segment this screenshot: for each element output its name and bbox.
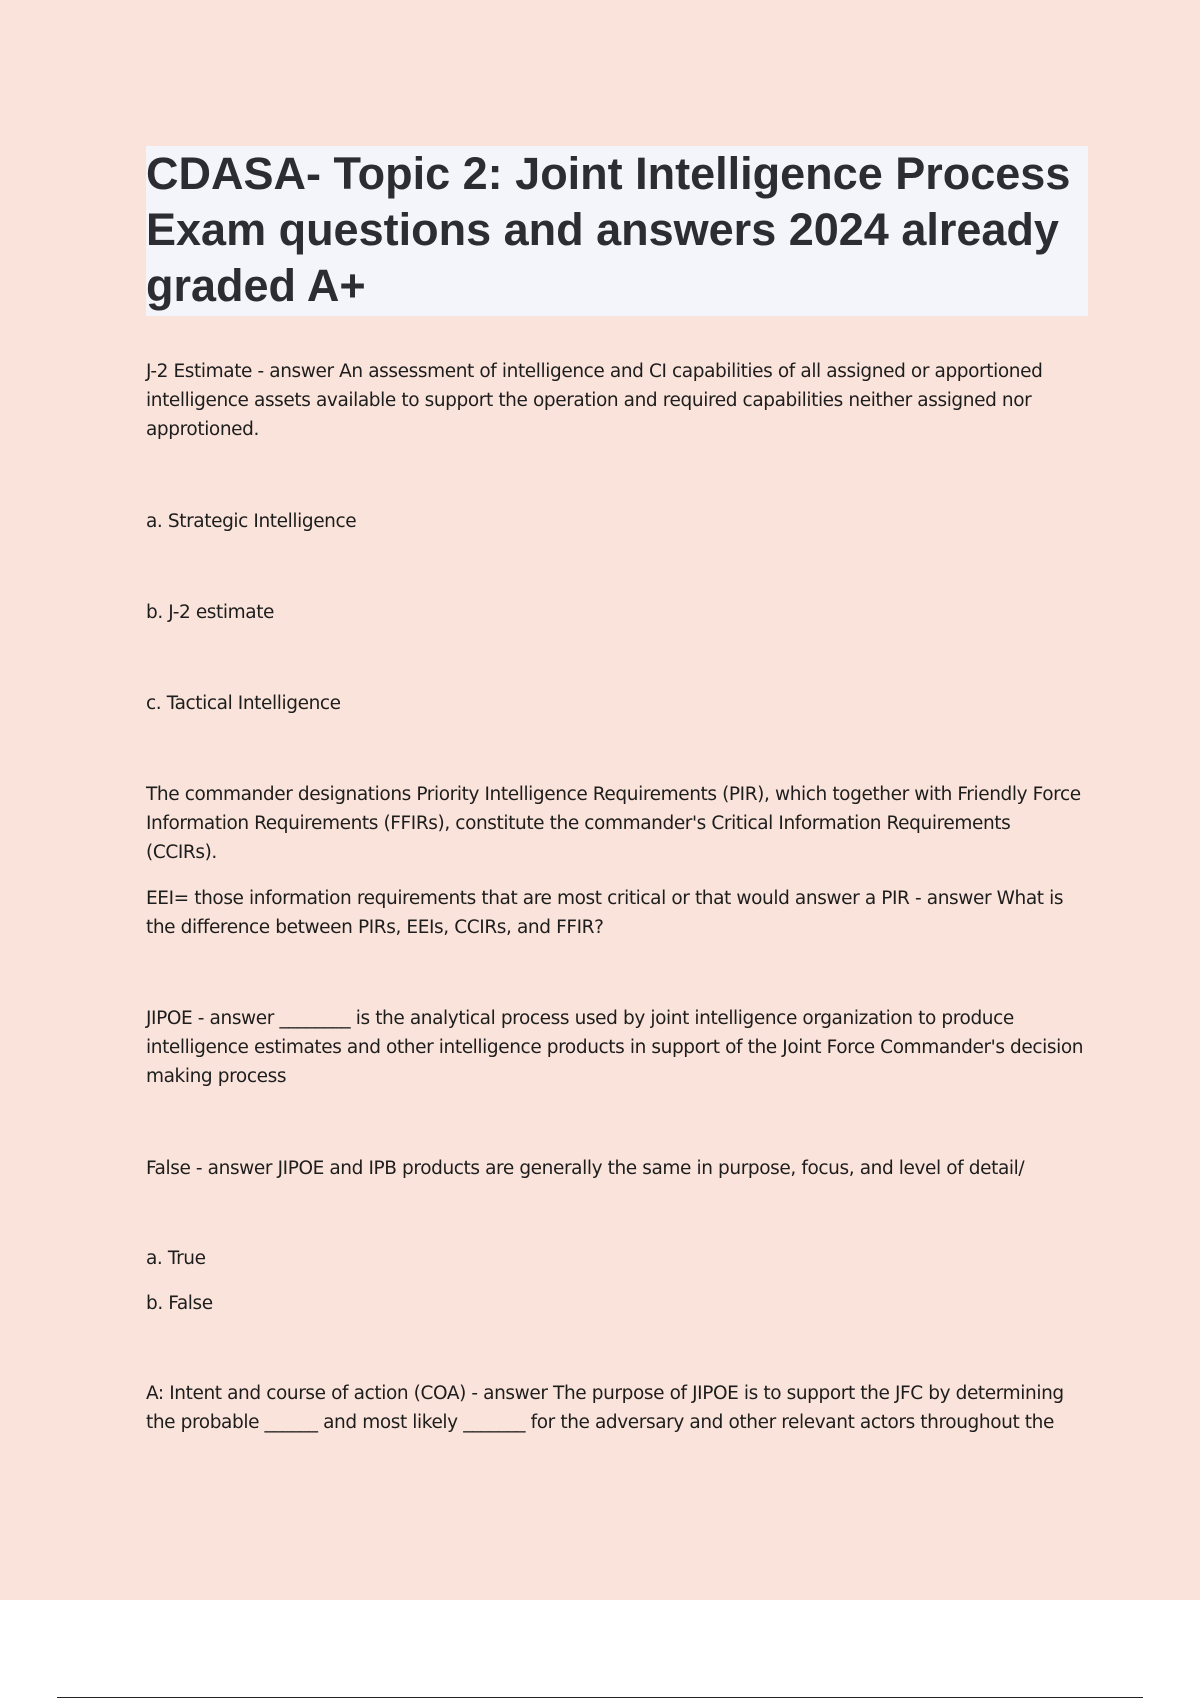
footer-rule xyxy=(57,1697,1143,1698)
paragraph-j2-estimate: J-2 Estimate - answer An assessment of intelligence and CI capabilities of all assigned or apportioned intelligence assets available to support the operation and required capabilities neither assigned nor approtioned. xyxy=(146,361,1043,440)
title-block xyxy=(146,146,1088,316)
option-a-true: a. True xyxy=(146,1248,206,1269)
option-b-false: b. False xyxy=(146,1293,213,1314)
document-title: CDASA- Topic 2: Joint Intelligence Process Exam questions and answers 2024 already graded A+ xyxy=(146,148,1071,311)
paragraph-jipoe-purpose: A: Intent and course of action (COA) - answer The purpose of JIPOE is to support the JFC by determining the probable ______ and most likely _______ for the adversary and other relevant actors throughout the xyxy=(146,1383,1064,1433)
option-c-tactical: c. Tactical Intelligence xyxy=(146,693,341,714)
option-b-j2-estimate: b. J-2 estimate xyxy=(146,602,275,623)
paragraph-jipoe: JIPOE - answer ________ is the analytical process used by joint intelligence organization to produce intelligence estimates and other intelligence products in support of the Joint Force Commander's decision making process xyxy=(146,1008,1084,1087)
paragraph-false-answer: False - answer JIPOE and IPB products are generally the same in purpose, focus, and level of detail/ xyxy=(146,1158,1025,1179)
paragraph-eei: EEI= those information requirements that are most critical or that would answer a PIR - answer What is the difference between PIRs, EEIs, CCIRs, and FFIR? xyxy=(146,888,1064,938)
paragraph-commander-pir: The commander designations Priority Intelligence Requirements (PIR), which together with Friendly Force Information Requirements (FFIRs), constitute the commander's Critical Information Requirements (CCIRs). xyxy=(146,784,1081,863)
option-a-strategic: a. Strategic Intelligence xyxy=(146,511,357,532)
